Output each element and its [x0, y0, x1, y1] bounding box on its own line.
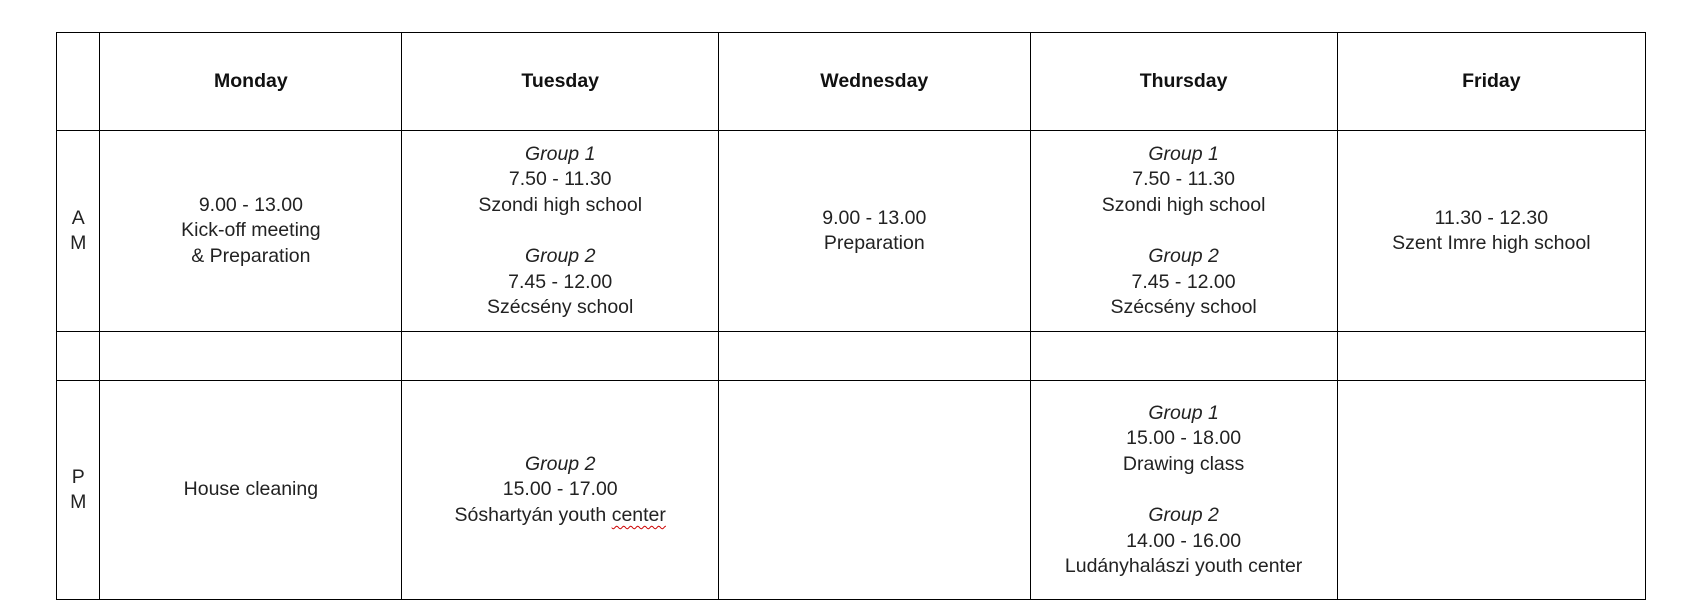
activity-text: Drawing class	[1122, 452, 1245, 475]
am-row	[57, 131, 1646, 332]
day-header-tuesday[interactable]: Tuesday	[402, 33, 719, 131]
group-name: Group 1	[1148, 401, 1219, 424]
location-text	[408, 503, 712, 529]
location-text-part: Sóshartyán youth	[454, 503, 607, 526]
location-text: Szécsény school	[487, 296, 634, 318]
day-header-monday[interactable]: Monday	[100, 33, 402, 131]
corner-cell[interactable]	[57, 33, 100, 131]
group-name: Group 2	[1148, 245, 1219, 267]
group-entry	[1037, 401, 1331, 478]
gap-cell[interactable]	[1337, 332, 1645, 381]
group-entry	[408, 142, 712, 219]
time-text: 7.50 - 11.30	[508, 168, 612, 190]
location-text: Ludányhalászi youth center	[1064, 555, 1303, 577]
group-name: Group 2	[1148, 504, 1219, 526]
time-text: 11.30 - 12.30	[1434, 206, 1549, 229]
gap-cell[interactable]	[100, 332, 402, 381]
cell-pm-monday[interactable]	[100, 381, 402, 600]
group-name: Group 1	[1148, 142, 1219, 165]
cell-am-monday[interactable]	[100, 131, 402, 332]
cell-pm-wednesday[interactable]	[719, 381, 1030, 600]
activity-text: & Preparation	[191, 244, 311, 267]
activity-text: Kick-off meeting	[181, 219, 321, 242]
location-text: Szondi high school	[1101, 193, 1266, 216]
location-text: Szondi high school	[478, 193, 643, 216]
cell-am-friday[interactable]	[1337, 131, 1645, 332]
time-text: 9.00 - 13.00	[198, 193, 303, 216]
day-header-thursday[interactable]: Thursday	[1030, 33, 1337, 131]
period-label-letter: A	[71, 206, 85, 229]
location-text: Szent Imre high school	[1392, 232, 1591, 254]
cell-pm-tuesday[interactable]	[402, 381, 719, 600]
time-text: 14.00 - 16.00	[1126, 529, 1242, 552]
pm-row	[57, 381, 1646, 600]
cell-am-wednesday[interactable]	[719, 131, 1030, 332]
group-name: Group 2	[524, 452, 596, 475]
period-label-letter: P	[71, 465, 85, 488]
weekly-schedule-table	[56, 32, 1646, 600]
gap-cell[interactable]	[57, 332, 100, 381]
period-label-am[interactable]	[57, 131, 100, 332]
cell-am-tuesday[interactable]	[402, 131, 719, 332]
group-entry	[408, 244, 712, 321]
cell-pm-thursday[interactable]	[1030, 381, 1337, 600]
activity-text: House cleaning	[183, 478, 319, 501]
location-text: Szécsény school	[1110, 296, 1257, 318]
activity-text: Preparation	[823, 232, 925, 254]
day-header-friday[interactable]: Friday	[1337, 33, 1645, 131]
spellcheck-flagged-word[interactable]: center	[611, 503, 666, 526]
time-text: 9.00 - 13.00	[822, 206, 927, 229]
day-header-wednesday[interactable]: Wednesday	[719, 33, 1030, 131]
period-label-letter: M	[70, 232, 87, 254]
gap-cell[interactable]	[719, 332, 1030, 381]
time-text: 7.45 - 12.00	[1131, 270, 1236, 293]
group-entry	[408, 452, 712, 529]
time-text: 7.45 - 12.00	[508, 270, 613, 293]
time-text: 7.50 - 11.30	[1132, 168, 1235, 190]
header-row	[57, 33, 1646, 131]
period-label-pm[interactable]	[57, 381, 100, 600]
cell-pm-friday[interactable]	[1337, 381, 1645, 600]
group-name: Group 2	[524, 245, 596, 267]
time-text: 15.00 - 17.00	[502, 478, 618, 501]
group-name: Group 1	[524, 142, 596, 165]
gap-cell[interactable]	[1030, 332, 1337, 381]
group-entry	[1037, 244, 1331, 321]
period-label-letter: M	[70, 491, 87, 513]
group-entry	[1037, 142, 1331, 219]
gap-cell[interactable]	[402, 332, 719, 381]
gap-row	[57, 332, 1646, 381]
cell-am-thursday[interactable]	[1030, 131, 1337, 332]
time-text: 15.00 - 18.00	[1126, 427, 1242, 449]
group-entry	[1037, 503, 1331, 580]
